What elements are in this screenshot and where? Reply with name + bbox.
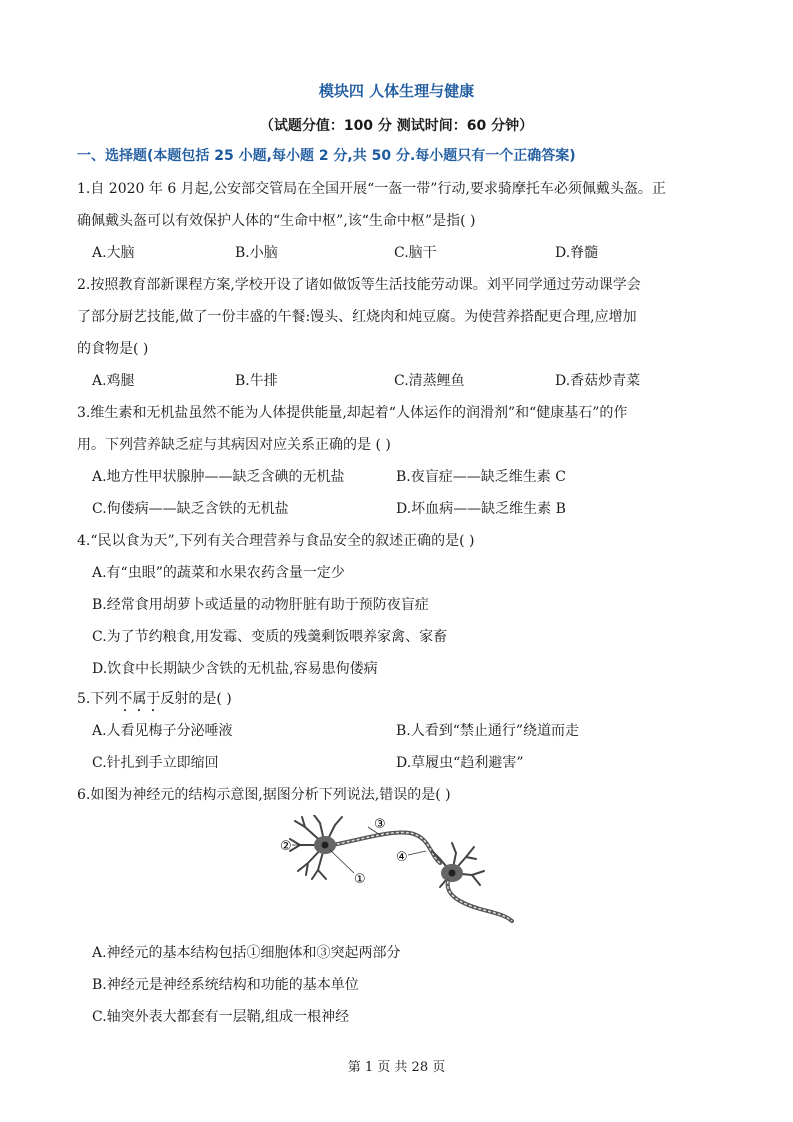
q2-stem-line1: 2.按照教育部新课程方案,学校开设了诸如做饭等生活技能劳动课。刘平同学通过劳动课学会 bbox=[77, 277, 641, 293]
q3-stem-line1: 3.维生素和无机盐虽然不能为人体提供能量,却起着“人体运作的润滑剂”和“健康基石”的作 bbox=[77, 405, 628, 421]
section-heading: 一、选择题(本题包括 25 小题,每小题 2 分,共 50 分.每小题只有一个正确答案) bbox=[77, 148, 576, 164]
myelin-sheath-upper bbox=[332, 832, 440, 863]
q5-stem-pre: 5.下列 bbox=[77, 691, 119, 707]
q6-option-a: A.神经元的基本结构包括①细胞体和③突起两部分 bbox=[92, 945, 401, 961]
axon-fiber-upper bbox=[332, 832, 440, 863]
q2-option-a: A.鸡腿 bbox=[92, 373, 135, 389]
q5-stem bbox=[77, 688, 717, 715]
q5-option-c: C.针扎到手立即缩回 bbox=[92, 755, 219, 771]
q3-option-c: C.佝偻病——缺乏含铁的无机盐 bbox=[92, 501, 289, 517]
q5-stem-post: 反射的是( ) bbox=[160, 691, 232, 707]
q3-stem-line2: 用。下列营养缺乏症与其病因对应关系正确的是 ( ) bbox=[77, 437, 391, 453]
leader-line-4 bbox=[408, 851, 426, 855]
q5-option-d: D.草履虫“趋利避害” bbox=[396, 755, 524, 771]
q4-option-a: A.有“虫眼”的蔬菜和水果农药含量一定少 bbox=[92, 565, 345, 581]
q2-option-c: C.清蒸鲤鱼 bbox=[394, 373, 465, 389]
q3-option-b: B.夜盲症——缺乏维生素 C bbox=[396, 469, 566, 485]
q2-stem-line3: 的食物是( ) bbox=[77, 341, 149, 357]
q2-option-b: B.牛排 bbox=[235, 373, 278, 389]
q1-option-c: C.脑干 bbox=[394, 245, 437, 261]
q1-option-d: D.脊髓 bbox=[555, 245, 599, 261]
page-title: 模块四 人体生理与健康 bbox=[318, 82, 475, 100]
axon-fiber-lower bbox=[448, 881, 512, 921]
leader-line-1 bbox=[330, 850, 354, 873]
q6-stem: 6.如图为神经元的结构示意图,据图分析下列说法,错误的是( ) bbox=[77, 787, 451, 803]
q6-option-c: C.轴突外表大都套有一层鞘,组成一根神经 bbox=[92, 1009, 350, 1025]
q5-option-b: B.人看到“禁止通行”绕道而走 bbox=[396, 723, 580, 739]
q3-option-d: D.坏血病——缺乏维生素 B bbox=[396, 501, 566, 517]
q1-stem-line2: 确佩戴头盔可以有效保护人体的“生命中枢”,该“生命中枢”是指( ) bbox=[77, 213, 476, 229]
q2-option-d: D.香菇炒青菜 bbox=[555, 373, 641, 389]
q5-emphasis-not: 不属于 bbox=[118, 691, 161, 707]
q4-option-b: B.经常食用胡萝卜或适量的动物肝脏有助于预防夜盲症 bbox=[92, 597, 429, 613]
diagram-label-2: ② bbox=[280, 839, 292, 854]
q5-option-a: A.人看见梅子分泌唾液 bbox=[92, 723, 233, 739]
q4-option-d: D.饮食中长期缺少含铁的无机盐,容易患佝偻病 bbox=[92, 661, 378, 677]
diagram-label-4: ④ bbox=[396, 850, 408, 865]
q2-stem-line2: 了部分厨艺技能,做了一份丰盛的午餐:馒头、红烧肉和炖豆腐。为使营养搭配更合理,应增加 bbox=[77, 309, 637, 325]
q1-stem-line1: 1.自 2020 年 6 月起,公安部交管局在全国开展“一盔一带”行动,要求骑摩托车必须佩戴头盔。正 bbox=[77, 181, 666, 197]
neuron-cell-1 bbox=[290, 815, 342, 879]
q1-option-b: B.小脑 bbox=[235, 245, 278, 261]
q6-option-b: B.神经元是神经系统结构和功能的基本单位 bbox=[92, 977, 359, 993]
neuron-cell-2 bbox=[432, 843, 484, 887]
q4-option-c: C.为了节约粮食,用发霉、变质的残羹剩饭喂养家禽、家畜 bbox=[92, 629, 448, 645]
diagram-label-3: ③ bbox=[374, 817, 386, 832]
q1-option-a: A.大脑 bbox=[92, 245, 135, 261]
page-subtitle: （试题分值：100 分 测试时间：60 分钟） bbox=[259, 118, 534, 134]
page-number: 第 1 页 共 28 页 bbox=[347, 1060, 446, 1075]
diagram-label-1: ① bbox=[354, 872, 366, 887]
neuron-diagram bbox=[280, 815, 520, 925]
q4-stem: 4.“民以食为天”,下列有关合理营养与食品安全的叙述正确的是( ) bbox=[77, 533, 475, 549]
q3-option-a: A.地方性甲状腺肿——缺乏含碘的无机盐 bbox=[92, 469, 345, 485]
